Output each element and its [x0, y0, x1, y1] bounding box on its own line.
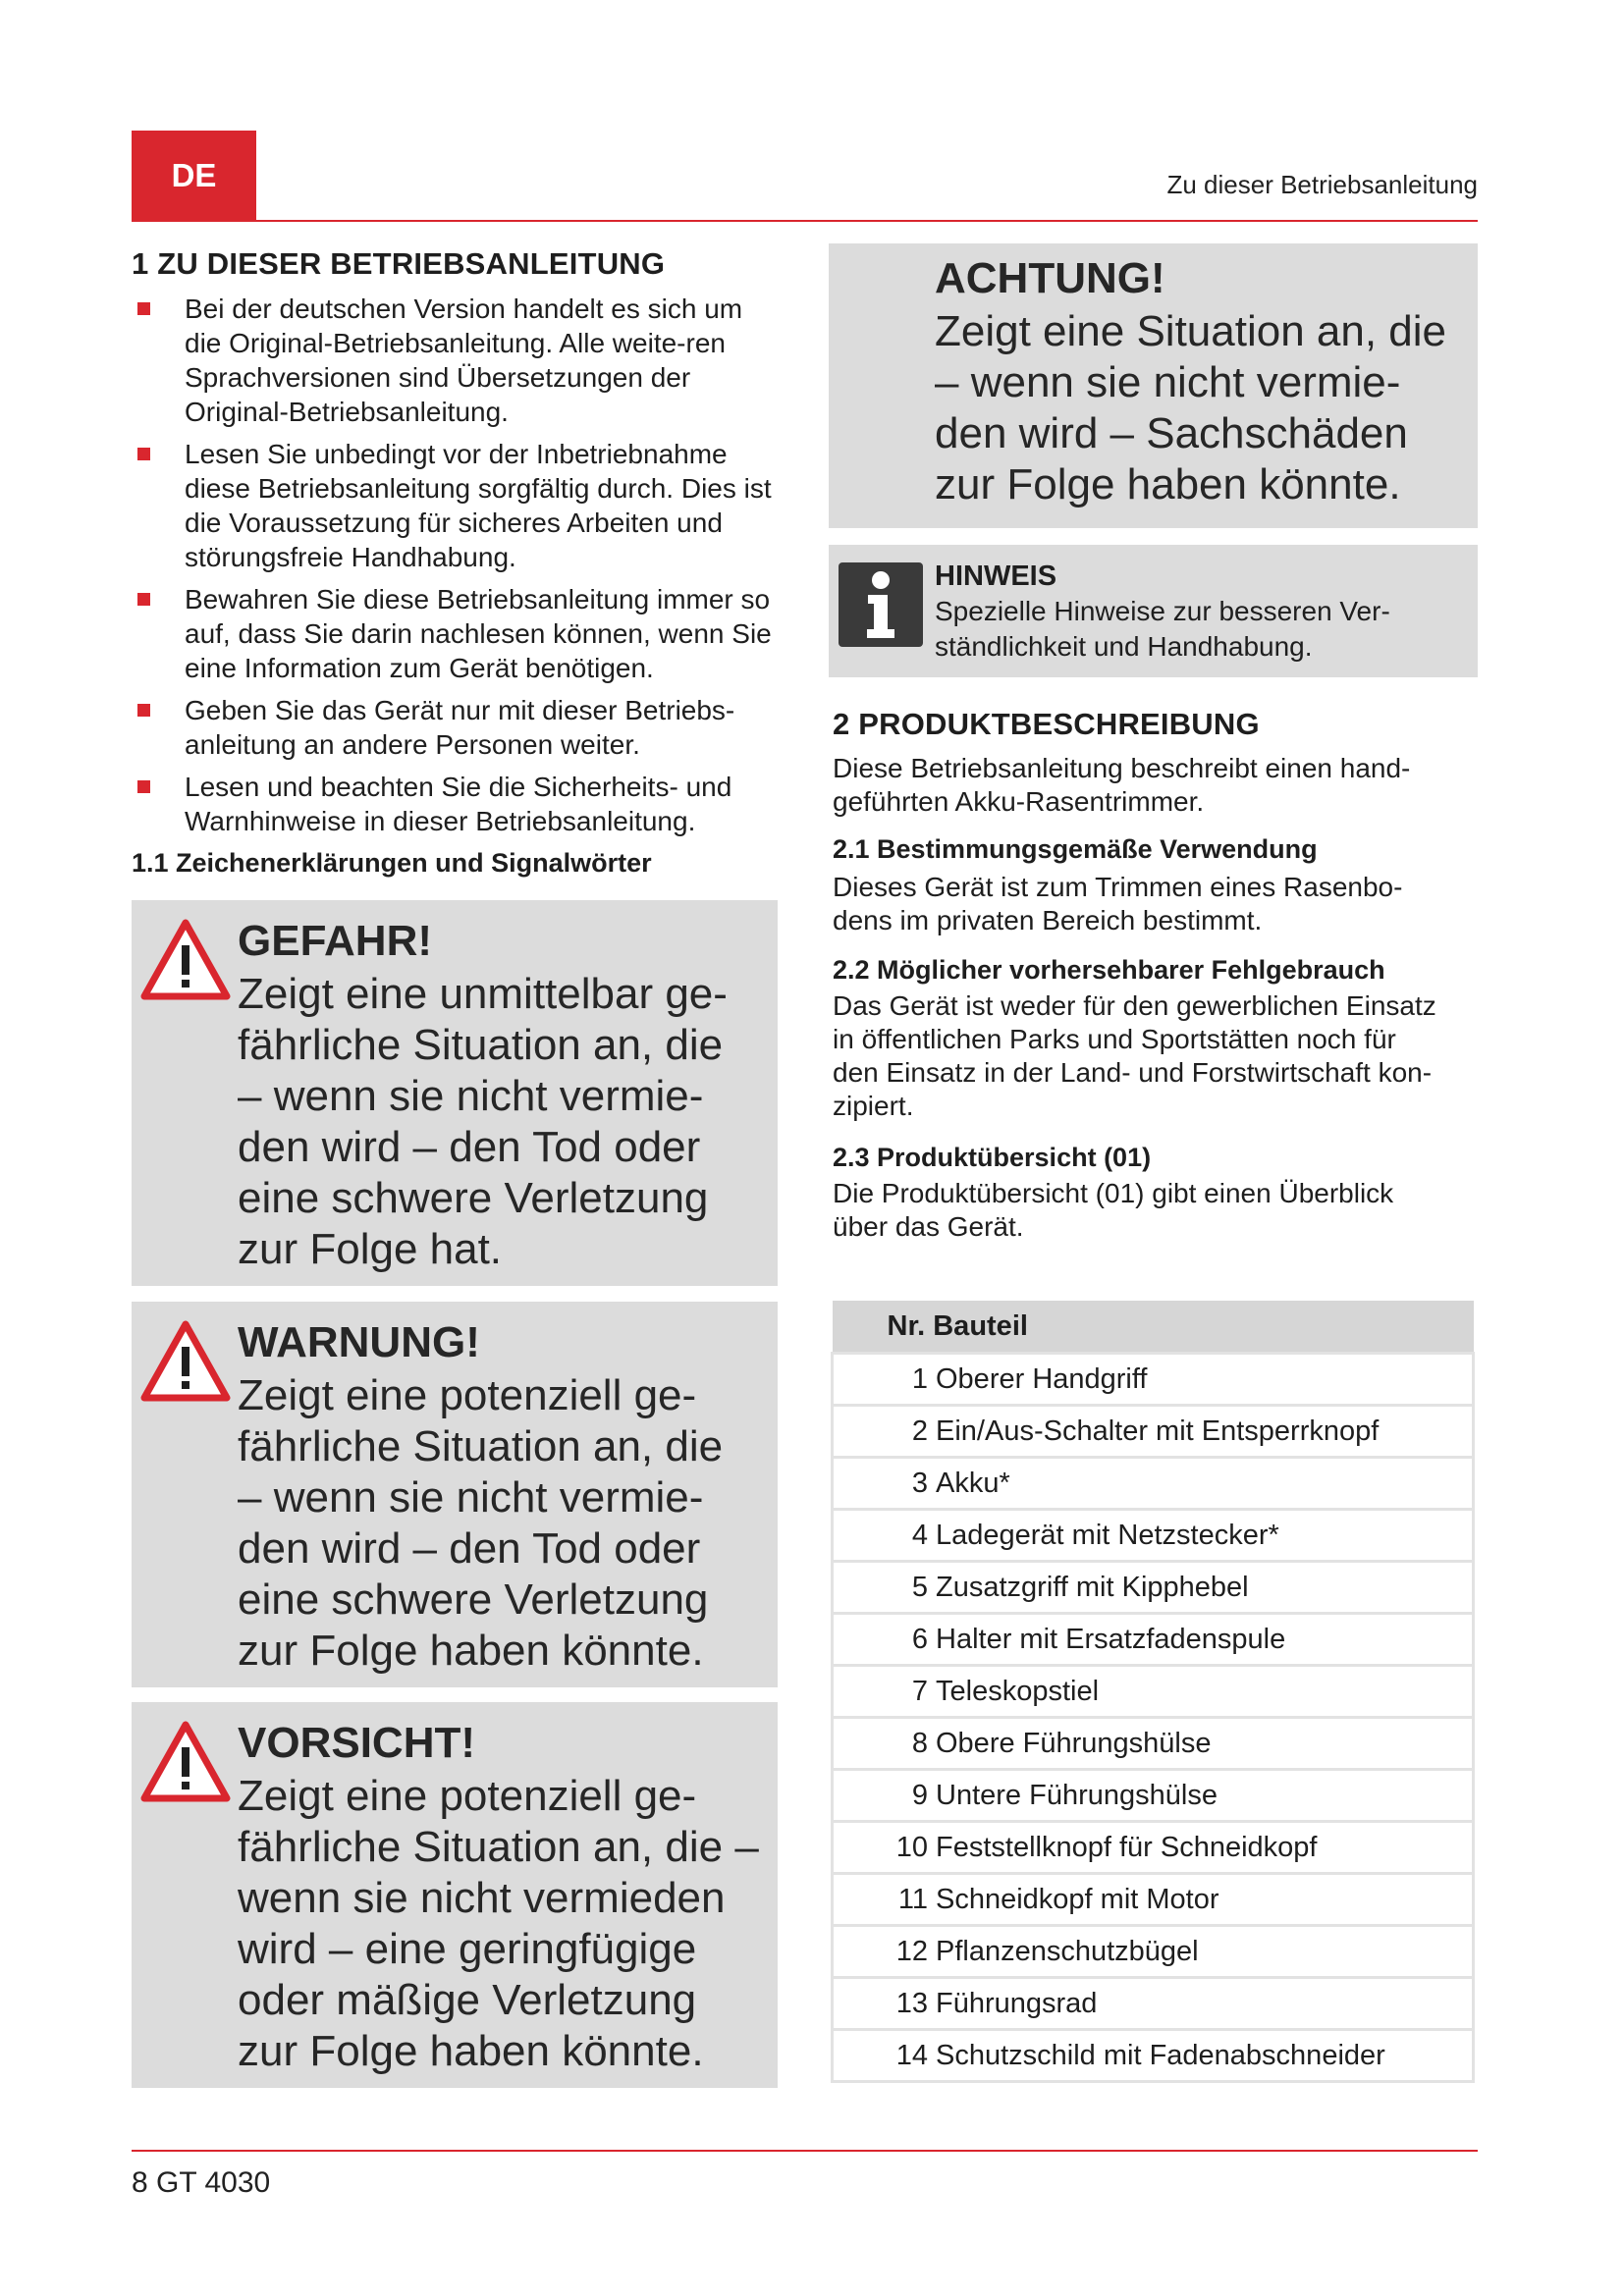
table-row	[833, 1354, 1474, 1406]
part-label: Ladegerät mit Netzstecker*	[936, 1519, 1279, 1551]
part-label: Teleskopstiel	[936, 1675, 1100, 1707]
section2-1-heading: 2.1 Bestimmungsgemäße Verwendung	[833, 834, 1318, 864]
part-label: Ein/Aus-Schalter mit Entsperrknopf	[936, 1415, 1380, 1447]
part-number: 9	[911, 1779, 928, 1811]
part-cell	[833, 1718, 1474, 1770]
part-cell	[833, 1614, 1474, 1666]
hint-box	[829, 545, 1478, 677]
part-cell	[833, 1562, 1474, 1614]
part-label: Pflanzenschutzbügel	[936, 1935, 1199, 1967]
part-label: Zusatzgriff mit Kipphebel	[936, 1571, 1249, 1603]
part-number: 3	[911, 1467, 928, 1499]
table-row	[833, 1458, 1474, 1510]
notice-text: Zeigt eine Situation an, die – wenn sie nicht vermie- den wird – Sachschäden zur Folge haben könnte.	[935, 307, 1447, 508]
section1-heading: 1 ZU DIESER BETRIEBSANLEITUNG	[132, 246, 666, 281]
table-row	[833, 1562, 1474, 1614]
part-number: 12	[895, 1935, 928, 1967]
language-tab: DE	[132, 131, 256, 220]
part-cell	[833, 1770, 1474, 1822]
section2-heading: 2 PRODUKTBESCHREIBUNG	[833, 707, 1260, 741]
table-row	[833, 1822, 1474, 1874]
part-cell	[833, 1926, 1474, 1978]
hint-text: Spezielle Hinweise zur besseren Ver- ständlichkeit und Handhabung.	[935, 596, 1390, 662]
part-label: Halter mit Ersatzfadenspule	[936, 1623, 1286, 1655]
list-item: Bei der deutschen Version handelt es sich um die Original-Betriebsanleitung. Alle weite-ren Sprachversionen sind Übersetzungen der Original-Betriebsanleitung.	[132, 292, 778, 429]
part-cell	[833, 1978, 1474, 2030]
part-label: Oberer Handgriff	[936, 1362, 1148, 1395]
table-row	[833, 1406, 1474, 1458]
part-cell	[833, 2030, 1474, 2082]
section1-1-heading: 1.1 Zeichenerklärungen und Signalwörter	[132, 848, 652, 878]
header-rule	[132, 220, 1478, 222]
warning-text: Zeigt eine potenziell ge- fährliche Situation an, die – wenn sie nicht vermie- den wird – den Tod oder eine schwere Verletzung zur Folge haben könnte.	[238, 1371, 724, 1675]
danger-box	[132, 900, 778, 1286]
part-cell	[833, 1406, 1474, 1458]
part-cell	[833, 1510, 1474, 1562]
table-row	[833, 2030, 1474, 2082]
part-label: Schneidkopf mit Motor	[936, 1883, 1219, 1915]
section2-2-heading: 2.2 Möglicher vorhersehbarer Fehlgebrauch	[833, 955, 1385, 985]
part-cell	[833, 1874, 1474, 1926]
warning-triangle-icon	[139, 918, 232, 1002]
section2-1-text: Dieses Gerät ist zum Trimmen eines Rasenbo- dens im privaten Bereich bestimmt.	[833, 872, 1403, 935]
parts-table-header: Nr. Bauteil	[833, 1301, 1474, 1354]
table-row	[833, 1874, 1474, 1926]
warning-box	[132, 1302, 778, 1687]
part-number: 2	[911, 1415, 928, 1447]
part-number: 14	[895, 2039, 928, 2071]
part-number: 1	[911, 1362, 928, 1395]
part-number: 10	[895, 1831, 928, 1863]
part-cell	[833, 1822, 1474, 1874]
page-footer: 8 GT 4030	[132, 2166, 271, 2199]
part-cell	[833, 1458, 1474, 1510]
table-row	[833, 1926, 1474, 1978]
page-header-title: Zu dieser Betriebsanleitung	[1166, 170, 1478, 199]
list-item: Lesen Sie unbedingt vor der Inbetriebnahme diese Betriebsanleitung sorgfältig durch. Dies ist die Voraussetzung für sicheres Arbeiten und störungsfreie Handhabung.	[132, 437, 778, 574]
part-cell	[833, 1666, 1474, 1718]
table-row	[833, 1614, 1474, 1666]
danger-text: Zeigt eine unmittelbar ge- fährliche Situation an, die – wenn sie nicht vermie- den wird – den Tod oder eine schwere Verletzung zur Folge hat.	[238, 970, 728, 1273]
table-row	[833, 1718, 1474, 1770]
part-number: 6	[911, 1623, 928, 1655]
table-row	[833, 1978, 1474, 2030]
section2-intro: Diese Betriebsanleitung beschreibt einen hand- geführten Akku-Rasentrimmer.	[833, 753, 1411, 817]
warning-title: WARNUNG!	[238, 1318, 480, 1366]
section2-3-heading: 2.3 Produktübersicht (01)	[833, 1143, 1152, 1172]
part-label: Akku*	[936, 1467, 1010, 1499]
caution-text: Zeigt eine potenziell ge- fährliche Situation an, die – wenn sie nicht vermieden wird – eine geringfügige oder mäßige Verletzung zur Folge haben könnte.	[238, 1772, 759, 2075]
section2-3-text: Die Produktübersicht (01) gibt einen Überblick über das Gerät.	[833, 1178, 1394, 1242]
part-label: Feststellknopf für Schneidkopf	[936, 1831, 1318, 1863]
part-number: 8	[911, 1727, 928, 1759]
warning-triangle-icon	[139, 1319, 232, 1404]
info-icon	[839, 562, 923, 647]
part-cell	[833, 1354, 1474, 1406]
part-number: 13	[895, 1987, 928, 2019]
part-number: 4	[911, 1519, 928, 1551]
warning-triangle-icon	[139, 1720, 232, 1804]
part-label: Obere Führungshülse	[936, 1727, 1212, 1759]
parts-table-wrapper	[831, 1301, 1475, 2083]
left-column	[132, 243, 778, 879]
section2	[833, 707, 1481, 1244]
list-item: Geben Sie das Gerät nur mit dieser Betriebs-anleitung an andere Personen weiter.	[132, 693, 778, 762]
caution-title: VORSICHT!	[238, 1719, 475, 1767]
part-number: 11	[897, 1883, 928, 1915]
parts-table	[831, 1301, 1475, 2083]
notice-box	[829, 243, 1478, 528]
caution-box	[132, 1702, 778, 2088]
section1-bullets	[132, 292, 778, 838]
part-label: Untere Führungshülse	[936, 1779, 1218, 1811]
list-item: Lesen und beachten Sie die Sicherheits- und Warnhinweise in dieser Betriebsanleitung.	[132, 770, 778, 838]
part-label: Schutzschild mit Fadenabschneider	[936, 2039, 1385, 2071]
list-item: Bewahren Sie diese Betriebsanleitung immer so auf, dass Sie darin nachlesen können, wenn Sie eine Information zum Gerät benötigen.	[132, 582, 778, 685]
notice-title: ACHTUNG!	[935, 254, 1165, 302]
section2-2-text: Das Gerät ist weder für den gewerblichen Einsatz in öffentlichen Parks und Sportstätten noch für den Einsatz in der Land- und Forstwirtschaft kon- zipiert.	[833, 990, 1436, 1121]
part-number: 5	[911, 1571, 928, 1603]
table-row	[833, 1510, 1474, 1562]
danger-title: GEFAHR!	[238, 917, 432, 965]
part-label: Führungsrad	[936, 1987, 1098, 2019]
table-row	[833, 1666, 1474, 1718]
hint-title: HINWEIS	[935, 561, 1057, 592]
table-row	[833, 1770, 1474, 1822]
part-number: 7	[911, 1675, 928, 1707]
footer-rule	[132, 2150, 1478, 2152]
